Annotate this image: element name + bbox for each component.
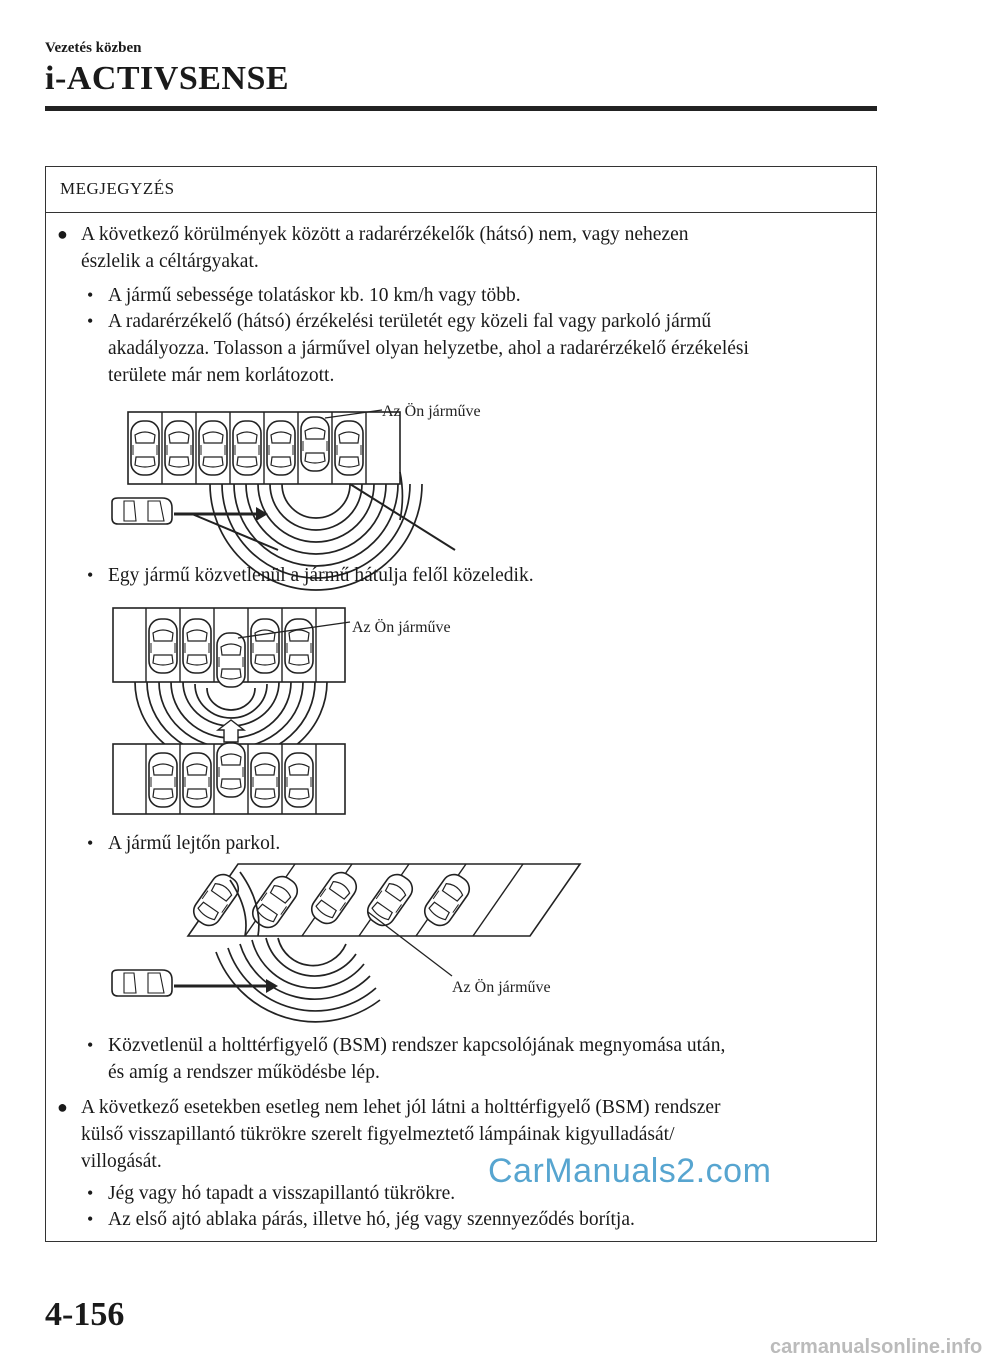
section-label: Vezetés közben: [45, 40, 142, 56]
subitem-1-line-1: A jármű sebessége tolatáskor kb. 10 km/h vagy több.: [108, 285, 521, 306]
note-item-2-line-2: külső visszapillantó tükrökre szerelt figyelmeztető lámpáinak kigyulladását/: [81, 1124, 675, 1145]
title-rule: [45, 106, 877, 111]
sub-bullet-icon: •: [87, 565, 94, 585]
diagram-label: Az Ön járműve: [452, 979, 551, 996]
sub-bullet-icon: •: [87, 311, 94, 331]
sub-bullet-icon: •: [87, 833, 94, 853]
subitem-7-line-1: Az első ajtó ablaka párás, illetve hó, jég vagy szennyeződés borítja.: [108, 1209, 635, 1230]
sub-bullet-icon: •: [87, 285, 94, 305]
diagram-label: Az Ön járműve: [352, 619, 451, 636]
main-bullet-icon: ●: [57, 1097, 68, 1117]
note-header: [46, 167, 876, 213]
main-bullet-icon: ●: [57, 224, 68, 244]
subitem-6-line-1: Jég vagy hó tapadt a visszapillantó tükrökre.: [108, 1183, 456, 1204]
footer-site-mark: carmanualsonline.info: [770, 1336, 982, 1358]
sub-bullet-icon: •: [87, 1183, 94, 1203]
watermark: CarManuals2.com: [488, 1152, 772, 1190]
subitem-2-line-3: területe már nem korlátozott.: [108, 365, 335, 386]
subitem-5-line-2: és amíg a rendszer működésbe lép.: [108, 1062, 380, 1083]
note-item-2-line-3: villogását.: [81, 1151, 162, 1172]
sub-bullet-icon: •: [87, 1209, 94, 1229]
diagram-label: Az Ön járműve: [382, 403, 481, 420]
note-item-1-line-1: A következő körülmények között a radarérzékelők (hátsó) nem, vagy nehezen: [81, 224, 689, 245]
note-heading: MEGJEGYZÉS: [60, 179, 175, 198]
diagram-wall-parking: [100, 392, 520, 554]
diagram-rear-approach: [110, 604, 480, 818]
subitem-3-line-1: Egy jármű közvetlenül a jármű hátulja felől közeledik.: [108, 565, 534, 586]
subitem-4-line-1: A jármű lejtőn parkol.: [108, 833, 281, 854]
diagram-slope-parking: [100, 860, 580, 1024]
subitem-2-line-2: akadályozza. Tolasson a járművel olyan helyzetbe, ahol a radarérzékelő érzékelési: [108, 338, 749, 359]
page-number: 4-156: [45, 1296, 125, 1333]
note-item-1-line-2: észlelik a céltárgyakat.: [81, 251, 259, 272]
note-item-2-line-1: A következő esetekben esetleg nem lehet jól látni a holttérfigyelő (BSM) rendszer: [81, 1097, 721, 1118]
subitem-5-line-1: Közvetlenül a holttérfigyelő (BSM) rendszer kapcsolójának megnyomása után,: [108, 1035, 726, 1056]
sub-bullet-icon: •: [87, 1035, 94, 1055]
subitem-2-line-1: A radarérzékelő (hátsó) érzékelési területét egy közeli fal vagy parkoló jármű: [108, 311, 712, 332]
page-title: i-ACTIVSENSE: [45, 60, 290, 97]
